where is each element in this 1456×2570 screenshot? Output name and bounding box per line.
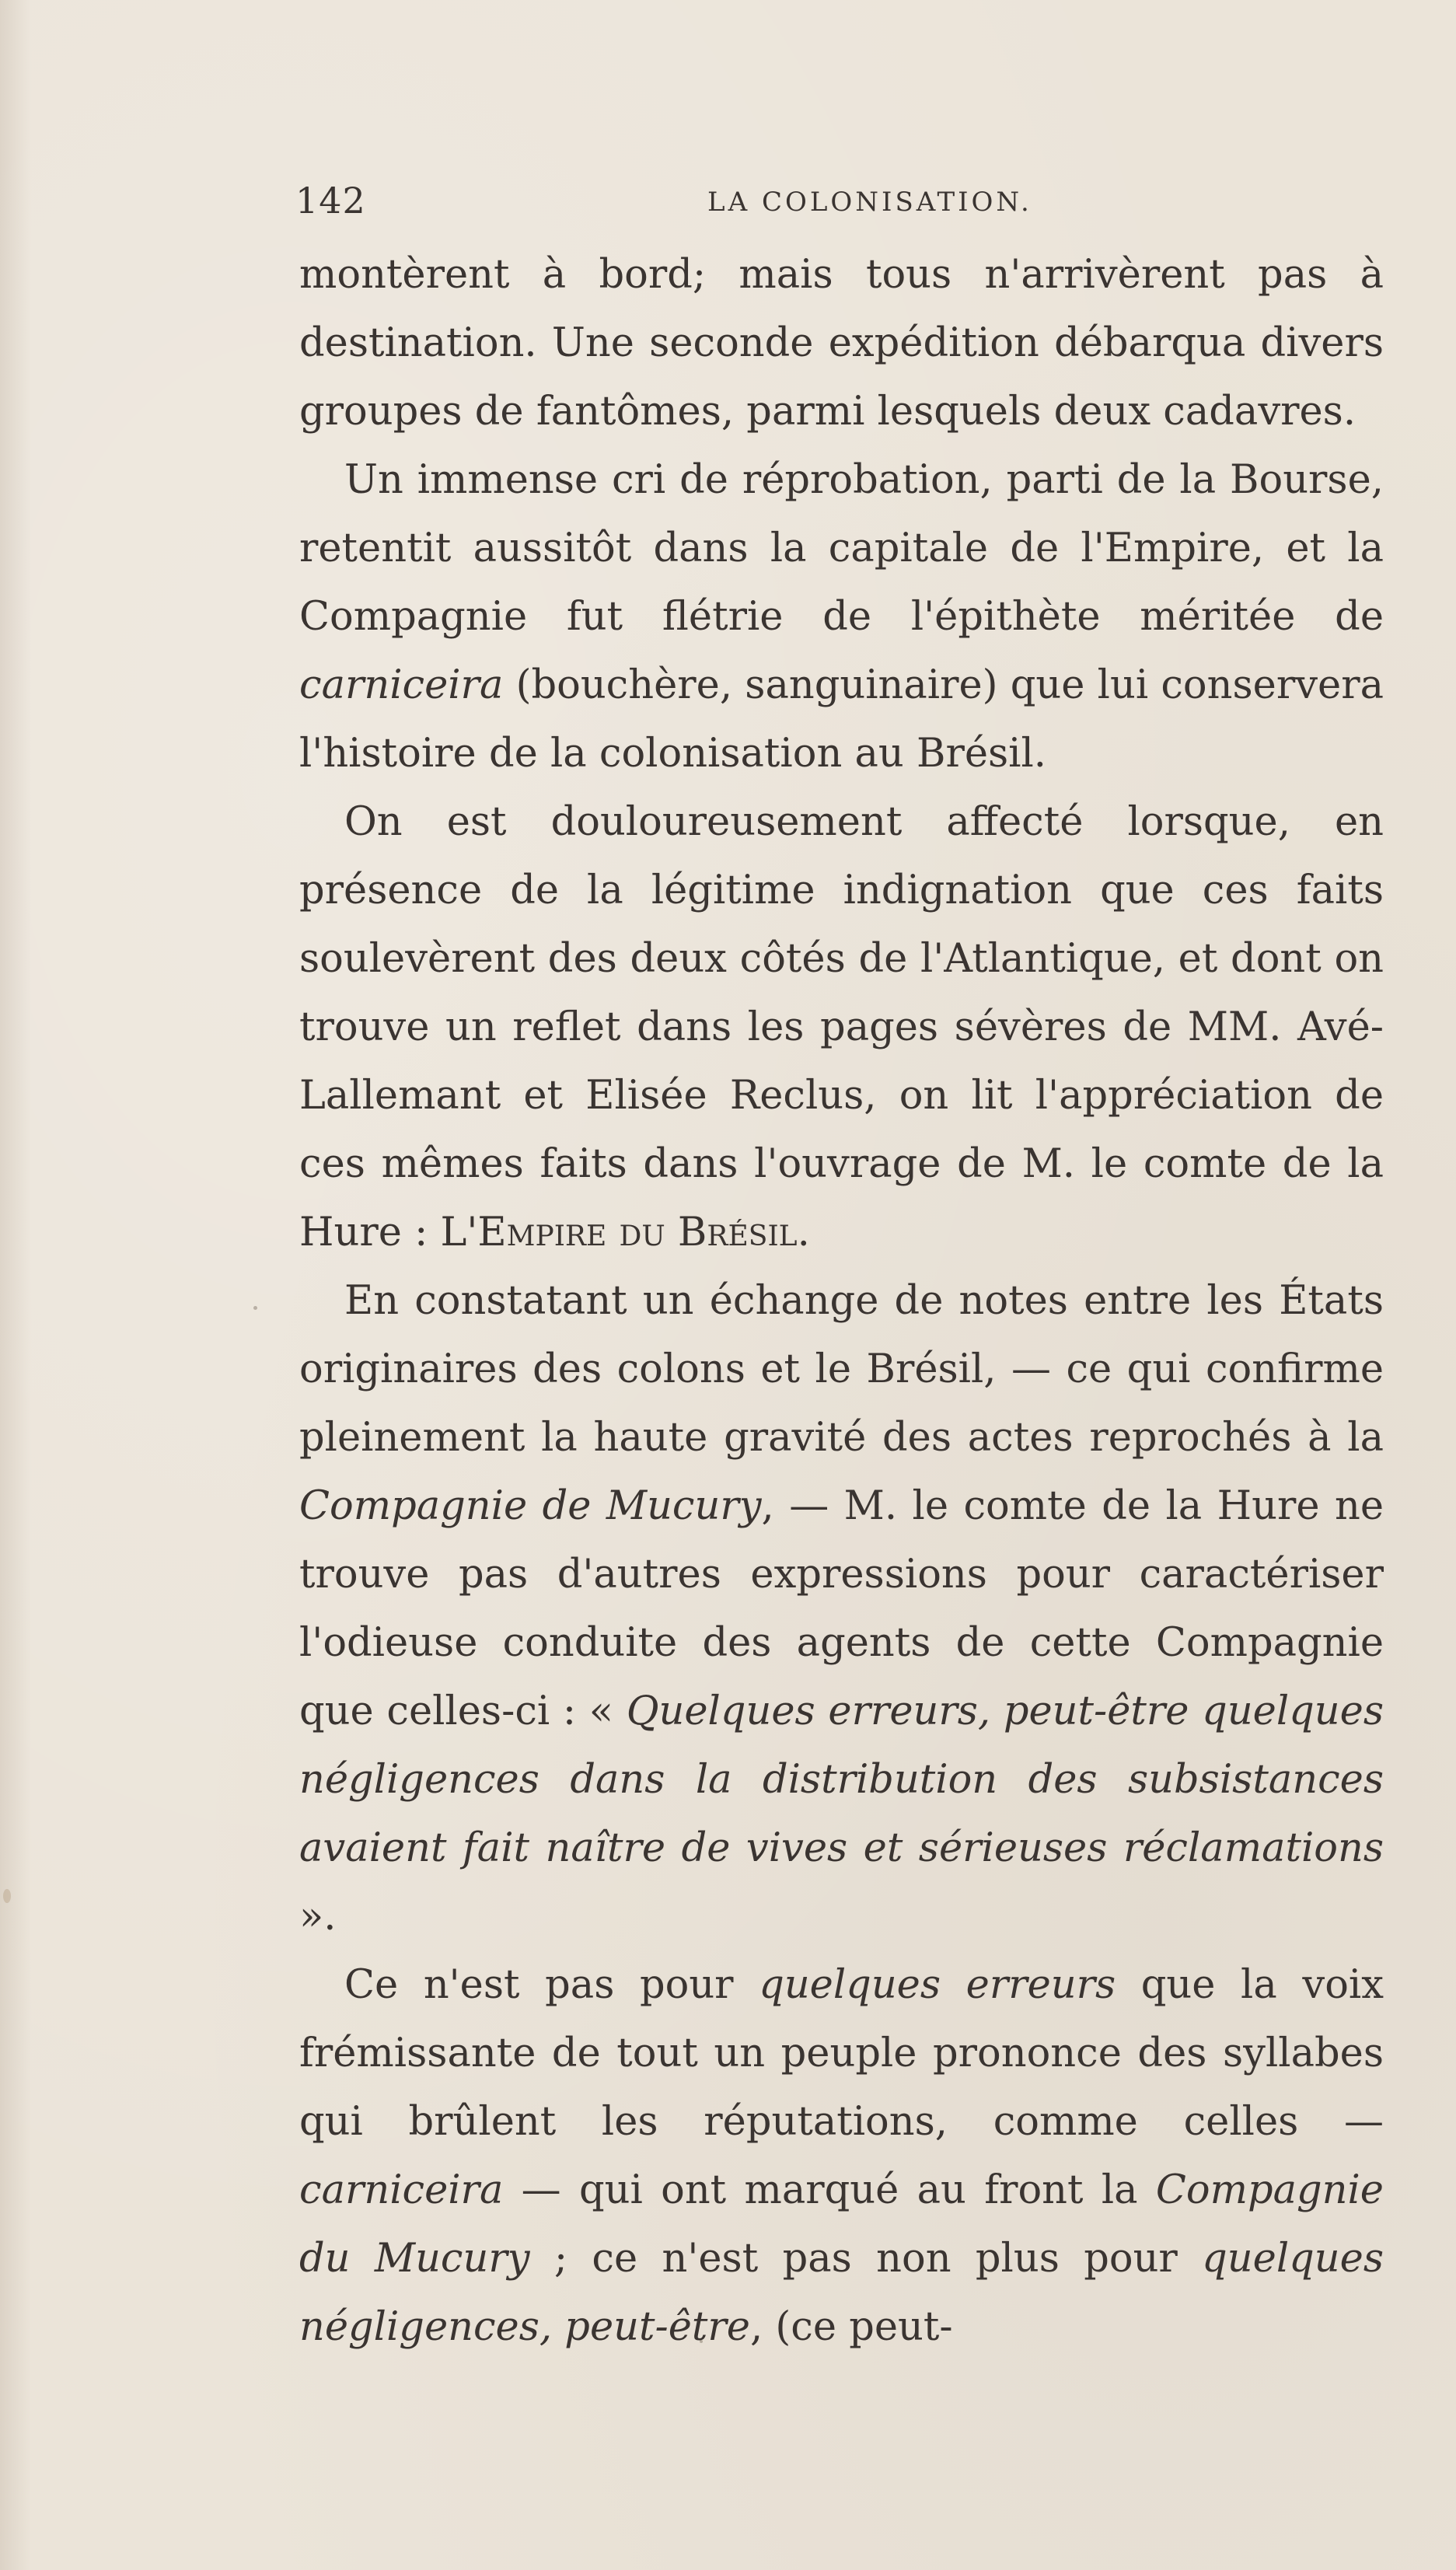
italic-term: quelques négligences, peut-être — [299, 2236, 1384, 2350]
italic-term: Compagnie de Mucury — [299, 1483, 762, 1529]
paragraph-4 — [299, 1267, 1384, 1951]
paper-speck — [253, 1306, 257, 1310]
italic-term: quelques erreurs — [759, 1962, 1116, 2008]
body-text — [299, 241, 1384, 2362]
text-span: . — [797, 1210, 810, 1255]
text-span: Un immense cri de réprobation, parti de la Bourse, retentit aussitôt dans la capitale de l'Empire, et la Compagnie fut flétrie de l'épithète méritée de — [299, 457, 1384, 640]
text-span: ». — [299, 1894, 337, 1940]
text-span: On est douloureusement affecté lorsque, en présence de la légitime indignation que ces faits soulevèrent des deux côtés de l'Atlantique, et dont on trouve un reflet dans les pages sévères de MM. Avé-Lallemant et Elisée Reclus, on lit l'appréciation de ces mêmes faits dans l'ouvrage de M. le comte de la Hure : — [299, 799, 1384, 1255]
paragraph-3 — [299, 788, 1384, 1267]
page-number: 142 — [295, 180, 366, 222]
text-span: En constatant un échange de notes entre les États originaires des colons et le Brésil, — ce qui confirme pleinement la haute gravité des actes reprochés à la — [299, 1278, 1384, 1461]
text-span: , (ce peut- — [749, 2304, 953, 2350]
paper-speck — [700, 2340, 703, 2343]
italic-term: carniceira — [299, 2167, 504, 2213]
text-span: ; ce n'est pas non plus pour — [529, 2236, 1203, 2282]
paragraph-1 — [299, 241, 1384, 446]
text-span: , — M. le comte de la Hure ne trouve pas d'autres expressions pour caractériser l'odieuse conduite des agents de cette Compagnie que celles-ci : « — [299, 1483, 1384, 1734]
page-header — [295, 177, 1384, 224]
book-title: L'Empire du Brésil — [440, 1210, 798, 1255]
text-span: montèrent à bord; mais tous n'arrivèrent pas à destination. Une seconde expédition débarqua divers groupes de fantômes, parmi lesquels deux cadavres. — [299, 252, 1384, 435]
paragraph-2 — [299, 446, 1384, 788]
text-span: que la voix frémissante de tout un peuple prononce des syllabes qui brûlent les réputations, comme celles — — [299, 1962, 1384, 2145]
paper-speck — [3, 1889, 11, 1903]
page-gutter-shadow — [0, 0, 31, 2570]
italic-quote: Quelques erreurs, peut-être quelques négligences dans la distribution des subsistances avaient fait naître de vives et sérieuses réclamations — [299, 1688, 1384, 1871]
paragraph-5 — [299, 1951, 1384, 2362]
text-span: Ce n'est pas pour — [344, 1962, 759, 2008]
text-span: (bouchère, sanguinaire) que lui conservera l'histoire de la colonisation au Brésil. — [299, 662, 1384, 777]
text-span: — qui ont marqué au front la — [503, 2167, 1156, 2213]
running-head: LA COLONISATION. — [707, 187, 1032, 218]
italic-term: Compagnie du Mucury — [299, 2167, 1384, 2282]
italic-term: carniceira — [299, 662, 504, 708]
